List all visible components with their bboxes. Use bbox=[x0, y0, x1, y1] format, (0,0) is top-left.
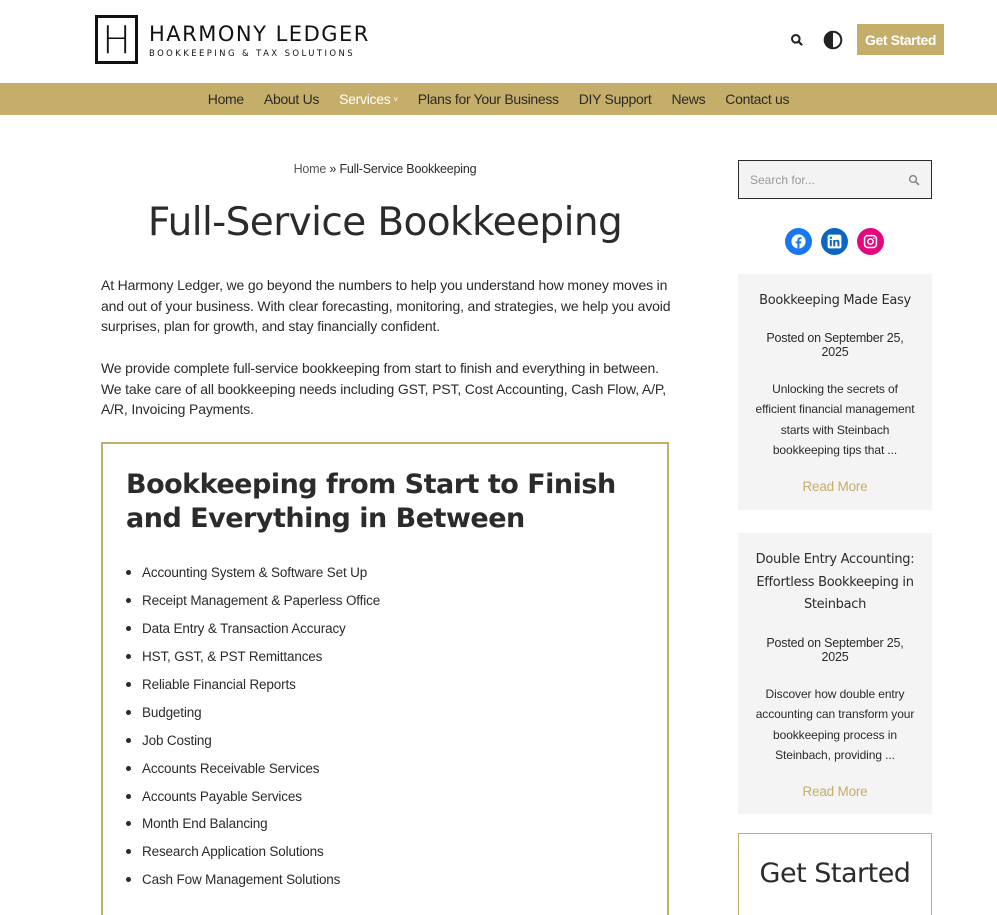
list-item-text: Receipt Management & Paperless Office bbox=[142, 593, 381, 609]
nav-label: News bbox=[671, 91, 706, 107]
list-item bbox=[126, 559, 380, 587]
nav-item-plans[interactable] bbox=[418, 91, 559, 107]
site-header bbox=[0, 0, 997, 83]
list-item bbox=[126, 810, 380, 838]
bullet-icon bbox=[126, 794, 131, 799]
list-item-text: Accounts Payable Services bbox=[142, 788, 302, 804]
post-excerpt: Discover how double entry accounting can transform your bookkeeping process in Steinbach, providing ... bbox=[755, 686, 915, 762]
post-title[interactable]: Bookkeeping Made Easy bbox=[759, 293, 911, 308]
search-icon[interactable] bbox=[908, 174, 920, 186]
list-item bbox=[126, 866, 380, 894]
nav-label: Services bbox=[339, 91, 391, 107]
instagram-link[interactable] bbox=[857, 228, 884, 255]
sidebar-search bbox=[738, 160, 932, 199]
logo-subtitle: BOOKKEEPING & TAX SOLUTIONS bbox=[149, 48, 355, 59]
list-item-text: Job Costing bbox=[142, 732, 212, 748]
blog-post-card bbox=[738, 533, 932, 814]
intro-paragraph: At Harmony Ledger, we go beyond the numbers to help you understand how money moves in and out of your business. With clear forecasting, monitoring, and strategies, we help you avoid surprises, plan for growth, and stay financially confident. bbox=[101, 277, 671, 334]
breadcrumb bbox=[101, 162, 669, 176]
list-item bbox=[126, 726, 380, 754]
list-item-text: Reliable Financial Reports bbox=[142, 677, 296, 692]
logo[interactable] bbox=[95, 15, 370, 64]
breadcrumb-home-link[interactable]: Home bbox=[293, 162, 327, 176]
list-item-text: Month End Balancing bbox=[142, 816, 268, 832]
logo-mark: H bbox=[95, 15, 138, 64]
services-list bbox=[126, 559, 380, 894]
nav-label: Home bbox=[207, 91, 244, 107]
logo-text bbox=[149, 21, 370, 59]
contrast-toggle-icon bbox=[823, 30, 843, 50]
blog-post-card bbox=[738, 274, 932, 510]
list-item-text: HST, GST, & PST Remittances bbox=[142, 649, 323, 665]
chevron-down-icon: ˅ bbox=[393, 94, 398, 104]
list-item bbox=[126, 754, 380, 782]
instagram-icon bbox=[863, 234, 878, 249]
post-title[interactable]: Double Entry Accounting: Effortless Bookkeeping in Steinbach bbox=[755, 552, 915, 612]
list-item bbox=[126, 838, 380, 866]
nav-item-news[interactable] bbox=[671, 91, 705, 107]
list-item bbox=[126, 587, 380, 615]
post-date: Posted on September 25, 2025 bbox=[766, 330, 904, 359]
post-date: Posted on September 25, 2025 bbox=[766, 635, 904, 664]
post-excerpt: Unlocking the secrets of efficient financial management starts with Steinbach bookkeeping tips that ... bbox=[755, 381, 915, 457]
services-box bbox=[101, 442, 669, 915]
header-search-icon[interactable] bbox=[790, 33, 804, 47]
main-nav bbox=[0, 83, 997, 115]
list-item bbox=[126, 671, 380, 699]
bullet-icon bbox=[126, 766, 131, 771]
services-paragraph: We provide complete full-service bookkeeping from start to finish and everything in between. We take care of all bookkeeping needs including GST, PST, Cost Accounting, Cash Flow, A/P, A/R, Invoicing Payments. bbox=[101, 360, 666, 417]
bullet-icon bbox=[126, 710, 131, 715]
social-links bbox=[785, 228, 884, 255]
list-item bbox=[126, 643, 380, 671]
list-item-text: Accounting System & Software Set Up bbox=[142, 565, 368, 581]
linkedin-link[interactable] bbox=[821, 228, 848, 255]
list-item bbox=[126, 782, 380, 810]
sidebar-search-input[interactable] bbox=[750, 173, 890, 187]
breadcrumb-separator: » bbox=[326, 162, 340, 176]
search-icon bbox=[790, 33, 804, 47]
facebook-link[interactable] bbox=[785, 228, 812, 255]
bullet-icon bbox=[126, 626, 131, 631]
list-item-text: Research Application Solutions bbox=[142, 844, 324, 860]
list-item-text: Accounts Receivable Services bbox=[142, 760, 320, 776]
bullet-icon bbox=[126, 821, 131, 826]
list-item bbox=[126, 698, 380, 726]
page-title: Full-Service Bookkeeping bbox=[147, 200, 623, 245]
nav-item-contact-us[interactable] bbox=[725, 91, 789, 107]
logo-title: HARMONY LEDGER bbox=[149, 21, 370, 46]
list-item-text: Cash Fow Management Solutions bbox=[142, 872, 341, 888]
services-box-title: Bookkeeping from Start to Finish and Everything in Between bbox=[126, 469, 616, 534]
bullet-icon bbox=[126, 598, 131, 603]
list-item-text: Data Entry & Transaction Accuracy bbox=[142, 621, 346, 637]
nav-label: DIY Support bbox=[578, 91, 652, 107]
list-item-text: Budgeting bbox=[142, 704, 202, 720]
breadcrumb-current: Full-Service Bookkeeping bbox=[339, 162, 477, 176]
theme-toggle-button[interactable] bbox=[823, 30, 843, 50]
nav-item-services[interactable] bbox=[339, 91, 398, 107]
facebook-icon bbox=[790, 233, 807, 250]
nav-item-about-us[interactable] bbox=[264, 91, 319, 107]
list-item bbox=[126, 615, 380, 643]
nav-label: About Us bbox=[263, 91, 320, 107]
get-started-widget-title: Get Started bbox=[759, 858, 911, 889]
bullet-icon bbox=[126, 682, 131, 687]
bullet-icon bbox=[126, 654, 131, 659]
bullet-icon bbox=[126, 738, 131, 743]
read-more-link[interactable]: Read More bbox=[802, 783, 868, 799]
nav-item-diy-support[interactable] bbox=[579, 91, 652, 107]
get-started-widget bbox=[738, 833, 932, 915]
nav-label: Plans for Your Business bbox=[417, 91, 559, 107]
read-more-link[interactable]: Read More bbox=[802, 478, 868, 494]
bullet-icon bbox=[126, 849, 131, 854]
get-started-button[interactable]: Get Started bbox=[857, 24, 944, 55]
bullet-icon bbox=[126, 877, 131, 882]
bullet-icon bbox=[126, 570, 131, 575]
nav-item-home[interactable] bbox=[208, 91, 244, 107]
nav-label: Contact us bbox=[725, 91, 790, 107]
linkedin-icon bbox=[827, 234, 842, 249]
